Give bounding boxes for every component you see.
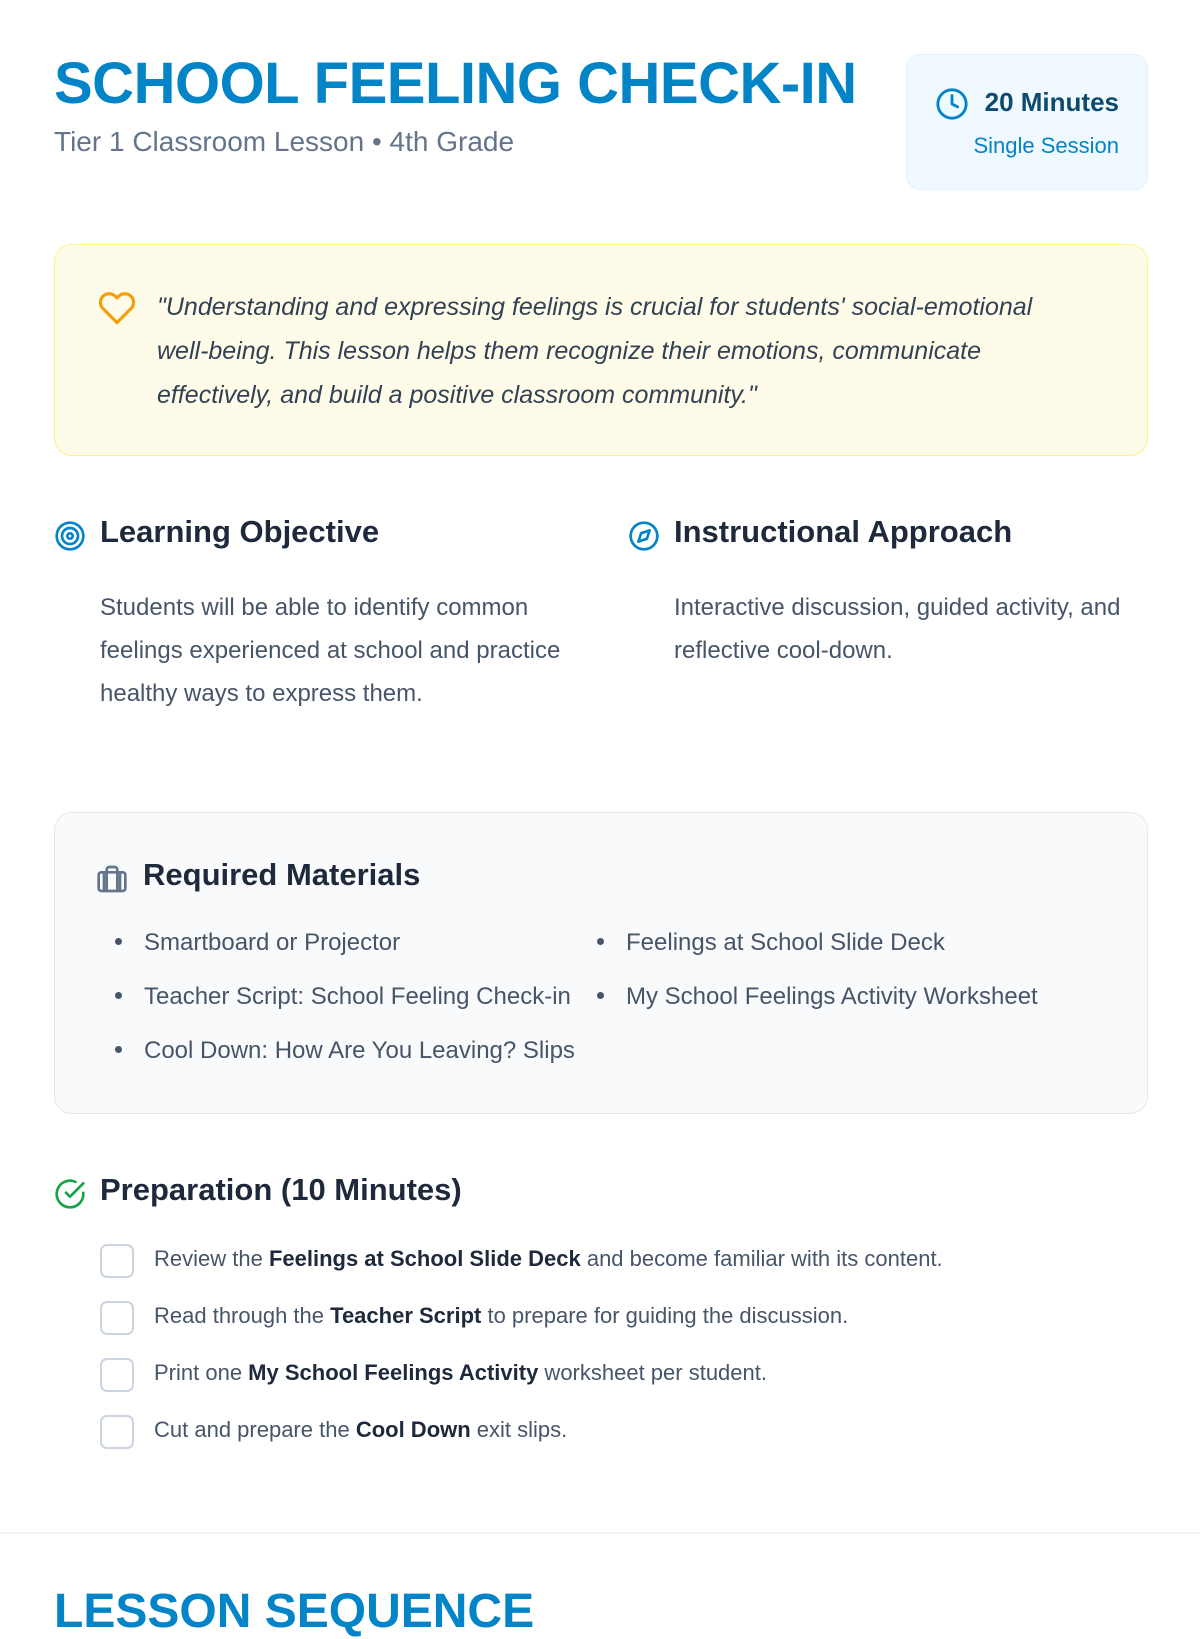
prep-checkbox[interactable] <box>100 1415 134 1449</box>
page-subtitle: Tier 1 Classroom Lesson • 4th Grade <box>54 126 515 157</box>
duration-card <box>906 54 1148 190</box>
material-item: Feelings at School Slide Deck <box>597 929 945 957</box>
section-divider <box>0 1532 1200 1534</box>
preparation-heading: Preparation (10 Minutes) <box>100 1172 462 1207</box>
compass-icon <box>628 520 660 552</box>
briefcase-icon <box>95 863 129 895</box>
page-title: SCHOOL FEELING CHECK-IN <box>54 51 857 116</box>
prep-checkbox[interactable] <box>100 1358 134 1392</box>
prep-item-text: Print one My School Feelings Activity worksheet per student. <box>154 1360 767 1385</box>
approach-heading: Instructional Approach <box>674 514 1013 549</box>
objective-heading: Learning Objective <box>100 514 380 549</box>
prep-item-text: Review the Feelings at School Slide Deck and become familiar with its content. <box>154 1246 943 1271</box>
prep-checkbox[interactable] <box>100 1244 134 1278</box>
material-item: My School Feelings Activity Worksheet <box>597 983 1038 1011</box>
quote-text: "Understanding and expressing feelings is crucial for students' social-emotional well-being. This lesson helps them recognize their emotions, communicate effectively, and build a positive classroom community." <box>157 293 1033 409</box>
prep-item-text: Read through the Teacher Script to prepare for guiding the discussion. <box>154 1303 849 1328</box>
rationale-quote <box>54 244 1148 456</box>
duration-label: 20 Minutes <box>984 87 1119 117</box>
session-label: Single Session <box>973 133 1119 158</box>
approach-text: Interactive discussion, guided activity, and reflective cool-down. <box>674 594 1121 664</box>
material-item: Teacher Script: School Feeling Check-in <box>115 983 571 1011</box>
objective-text: Students will be able to identify common feelings experienced at school and practice healthy ways to express them. <box>100 594 561 707</box>
clock-icon <box>935 87 969 121</box>
heart-icon <box>97 289 137 327</box>
prep-item-text: Cut and prepare the Cool Down exit slips. <box>154 1417 568 1442</box>
lesson-sequence-heading: LESSON SEQUENCE <box>54 1585 535 1638</box>
material-item: Smartboard or Projector <box>115 929 400 957</box>
materials-heading: Required Materials <box>143 857 421 892</box>
materials-panel <box>54 812 1148 1114</box>
target-icon <box>54 520 86 552</box>
material-item: Cool Down: How Are You Leaving? Slips <box>115 1037 575 1065</box>
check-circle-icon <box>54 1178 86 1210</box>
prep-checkbox[interactable] <box>100 1301 134 1335</box>
